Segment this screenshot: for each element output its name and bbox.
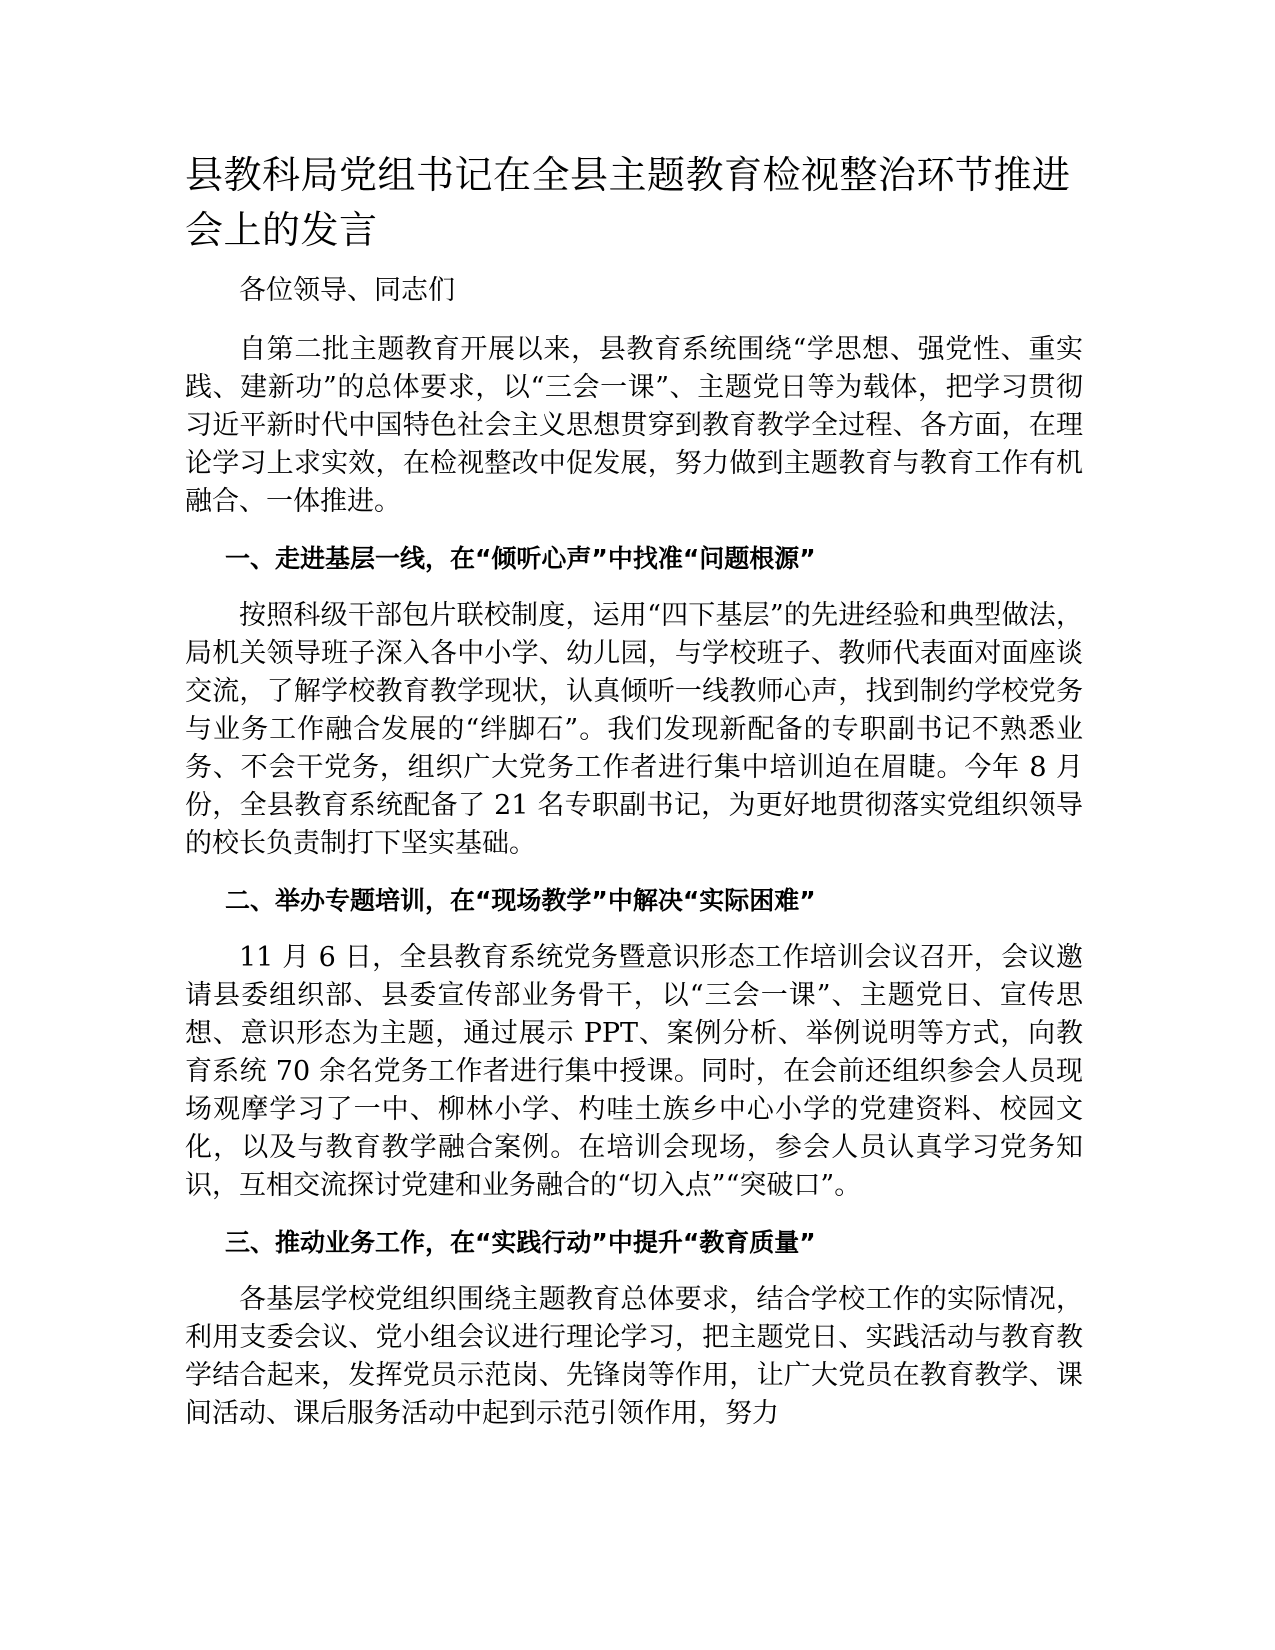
salutation: 各位领导、同志们 <box>239 275 455 306</box>
document-body <box>185 148 1083 1452</box>
section-2-paragraph: 11 月 6 日，全县教育系统党务暨意识形态工作培训会议召开，会议邀请县委组织部、县委宣传部业务骨干，以“三会一课”、主题党日、宣传思想、意识形态为主题，通过展示 PPT、案例分析、举例说明等方式，向教育系统 70 余名党务工作者进行集中授课。同时，在会前还组织参会人员现场观摩学习了一中、柳林小学、杓哇土族乡中心小学的党建资料、校园文化，以及与教育教学融合案例。在培训会现场，参会人员认真学习党务知识，互相交流探讨党建和业务融合的“切入点”“突破口”。 <box>185 942 1083 1201</box>
section-3-paragraph: 各基层学校党组织围绕主题教育总体要求，结合学校工作的实际情况，利用支委会议、党小组会议进行理论学习，把主题党日、实践活动与教育教学结合起来，发挥党员示范岗、先锋岗等作用，让广大党员在教育教学、课间活动、课后服务活动中起到示范引领作用，努力 <box>185 1284 1083 1429</box>
document-title: 县教科局党组书记在全县主题教育检视整治环节推进会上的发言 <box>185 153 1071 252</box>
section-3-heading: 三、推动业务工作，在“实践行动”中提升“教育质量” <box>225 1228 816 1257</box>
section-2-heading: 二、举办专题培训，在“现场教学”中解决“实际困难” <box>225 886 816 915</box>
section-1-paragraph: 按照科级干部包片联校制度，运用“四下基层”的先进经验和典型做法，局机关领导班子深入各中小学、幼儿园，与学校班子、教师代表面对面座谈交流，了解学校教育教学现状，认真倾听一线教师心声，找到制约学校党务与业务工作融合发展的“绊脚石”。我们发现新配备的专职副书记不熟悉业务、不会干党务，组织广大党务工作者进行集中培训迫在眉睫。今年 8 月份，全县教育系统配备了 21 名专职副书记，为更好地贯彻落实党组织领导的校长负责制打下坚实基础。 <box>185 600 1083 859</box>
intro-paragraph: 自第二批主题教育开展以来，县教育系统围绕“学思想、强党性、重实践、建新功”的总体要求，以“三会一课”、主题党日等为载体，把学习贯彻习近平新时代中国特色社会主义思想贯穿到教育教学全过程、各方面，在理论学习上求实效，在检视整改中促发展，努力做到主题教育与教育工作有机融合、一体推进。 <box>185 334 1083 517</box>
section-1-heading: 一、走进基层一线，在“倾听心声”中找准“问题根源” <box>225 544 816 573</box>
